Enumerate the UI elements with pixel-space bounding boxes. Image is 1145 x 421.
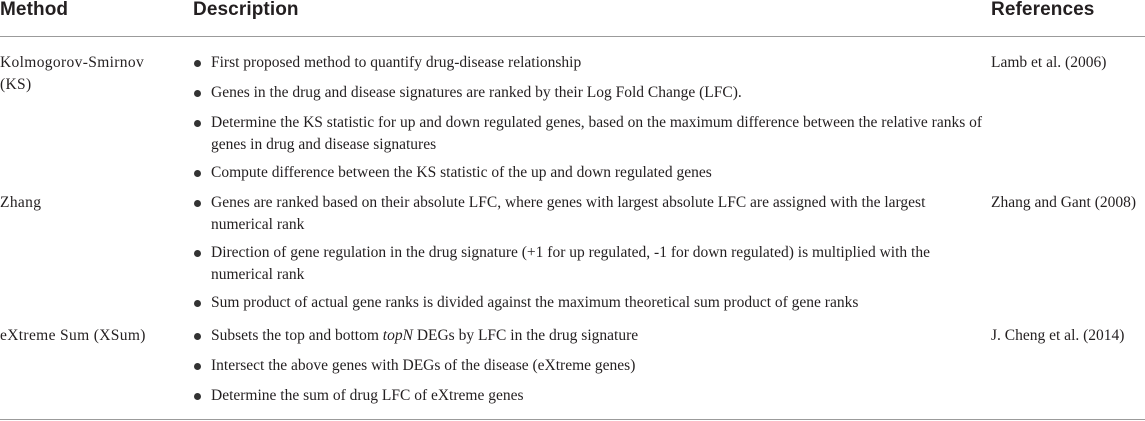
xsum-item-1: Subsets the top and bottom topN DEGs by LFC in the drug signature bbox=[211, 327, 639, 344]
bullet-icon bbox=[194, 120, 201, 127]
reference-cell: Zhang and Gant (2008) bbox=[991, 194, 1137, 211]
bullet-icon bbox=[194, 393, 201, 400]
bullet-icon bbox=[194, 300, 201, 307]
bullet-icon bbox=[194, 363, 201, 370]
method-cell: Zhang bbox=[0, 194, 42, 211]
list-item: Compute difference between the KS statistic of the up and down regulated genes bbox=[193, 162, 983, 184]
table-bottom-rule bbox=[0, 419, 1145, 420]
bullet-icon bbox=[194, 170, 201, 177]
list-item: Determine the sum of drug LFC of eXtreme genes bbox=[193, 385, 983, 407]
method-cell: eXtreme Sum (XSum) bbox=[0, 327, 146, 344]
list-item bbox=[193, 325, 983, 347]
list-item: Genes in the drug and disease signatures are ranked by their Log Fold Change (LFC). bbox=[193, 82, 983, 104]
list-item: Direction of gene regulation in the drug signature (+1 for up regulated, -1 for down regulated) is multiplied with the numerical rank bbox=[193, 242, 983, 286]
bullet-icon bbox=[194, 333, 201, 340]
reference-cell: Lamb et al. (2006) bbox=[991, 54, 1107, 71]
topn-emphasis: topN bbox=[382, 327, 413, 344]
column-header-references: References bbox=[991, 0, 1095, 20]
list-item: First proposed method to quantify drug-disease relationship bbox=[193, 52, 983, 74]
reference-cell: J. Cheng et al. (2014) bbox=[991, 327, 1125, 344]
list-item: Determine the KS statistic for up and down regulated genes, based on the maximum difference between the relative ranks of genes in drug and disease signatures bbox=[193, 112, 983, 156]
column-header-method: Method bbox=[0, 0, 69, 20]
bullet-icon bbox=[194, 60, 201, 67]
bullet-icon bbox=[194, 200, 201, 207]
table-header bbox=[0, 0, 1145, 37]
bullet-icon bbox=[194, 250, 201, 257]
list-item: Intersect the above genes with DEGs of the disease (eXtreme genes) bbox=[193, 355, 983, 377]
column-header-description: Description bbox=[193, 0, 299, 20]
method-cell: Kolmogorov-Smirnov (KS) bbox=[0, 54, 145, 93]
list-item: Genes are ranked based on their absolute LFC, where genes with largest absolute LFC are assigned with the largest numerical rank bbox=[193, 192, 983, 236]
list-item: Sum product of actual gene ranks is divided against the maximum theoretical sum product of gene ranks bbox=[193, 292, 983, 314]
bullet-icon bbox=[194, 90, 201, 97]
